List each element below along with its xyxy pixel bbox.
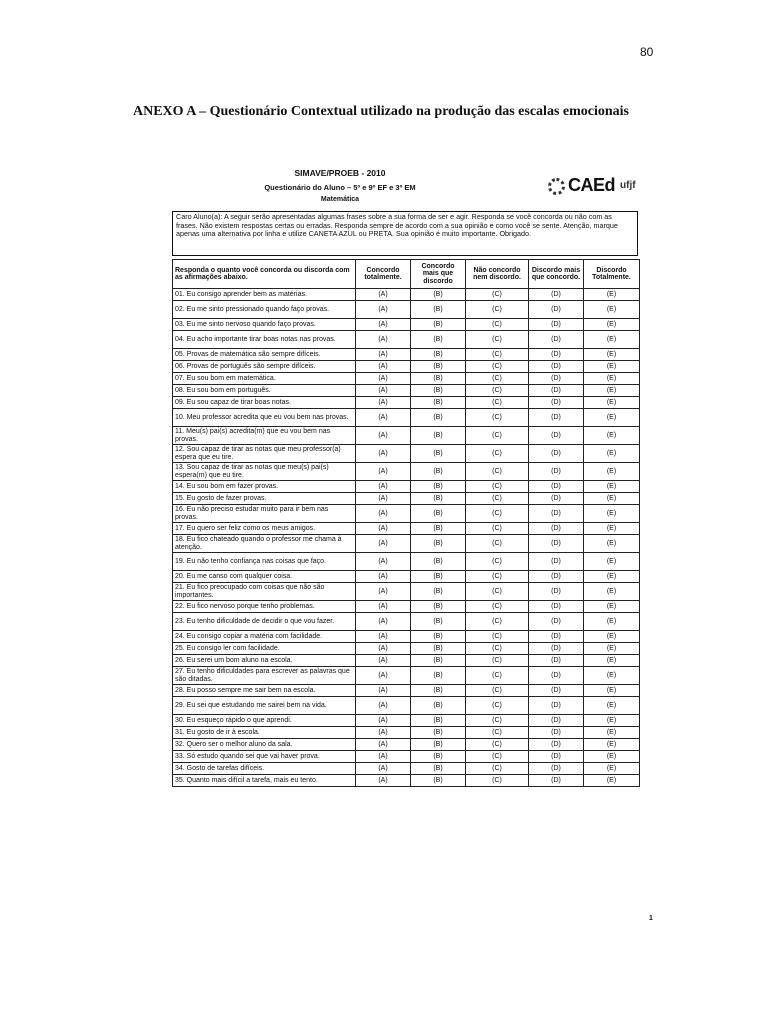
table-row	[173, 445, 640, 463]
logo-ring-icon	[548, 178, 565, 195]
header-option-a: Concordo totalmente.	[356, 260, 411, 289]
statement-cell: 09. Eu sou capaz de tirar boas notas.	[173, 397, 356, 409]
statement-cell: 35. Quanto mais difícil a tarefa, mais eu tento.	[173, 775, 356, 787]
statement-cell: 32. Quero ser o melhor aluno da sala.	[173, 739, 356, 751]
option-e-cell[interactable]: (E)	[584, 319, 640, 331]
option-d-cell[interactable]: (D)	[529, 751, 584, 763]
statement-cell: 01. Eu consigo aprender bem as matérias.	[173, 289, 356, 301]
option-c-cell[interactable]: (C)	[466, 667, 529, 685]
statement-cell: 03. Eu me sinto nervoso quando faço provas.	[173, 319, 356, 331]
statement-cell: 15. Eu gosto de fazer provas.	[173, 493, 356, 505]
option-c-cell[interactable]: (C)	[466, 751, 529, 763]
table-row	[173, 667, 640, 685]
option-a-cell[interactable]: (A)	[356, 631, 411, 643]
option-e-cell[interactable]: (E)	[584, 505, 640, 523]
option-e-cell[interactable]: (E)	[584, 763, 640, 775]
statement-cell: 19. Eu não tenho confiança nas coisas que faço.	[173, 553, 356, 571]
option-d-cell[interactable]: (D)	[529, 397, 584, 409]
statement-cell: 04. Eu acho importante tirar boas notas nas provas.	[173, 331, 356, 349]
option-d-cell[interactable]: (D)	[529, 553, 584, 571]
table-row	[173, 715, 640, 727]
table-row	[173, 289, 640, 301]
option-d-cell[interactable]: (D)	[529, 361, 584, 373]
statement-cell: 07. Eu sou bom em matemática.	[173, 373, 356, 385]
statement-cell: 10. Meu professor acredita que eu vou bem nas provas.	[173, 409, 356, 427]
option-b-cell[interactable]: (B)	[411, 319, 466, 331]
option-d-cell[interactable]: (D)	[529, 505, 584, 523]
option-d-cell[interactable]: (D)	[529, 601, 584, 613]
option-b-cell[interactable]: (B)	[411, 523, 466, 535]
option-c-cell[interactable]: (C)	[466, 697, 529, 715]
option-a-cell[interactable]: (A)	[356, 385, 411, 397]
option-b-cell[interactable]: (B)	[411, 751, 466, 763]
statement-cell: 31. Eu gosto de ir à escola.	[173, 727, 356, 739]
option-e-cell[interactable]: (E)	[584, 553, 640, 571]
table-row	[173, 505, 640, 523]
option-e-cell[interactable]: (E)	[584, 631, 640, 643]
option-d-cell[interactable]: (D)	[529, 349, 584, 361]
option-c-cell[interactable]: (C)	[466, 493, 529, 505]
option-b-cell[interactable]: (B)	[411, 349, 466, 361]
table-row	[173, 775, 640, 787]
statement-cell: 20. Eu me canso com qualquer coisa.	[173, 571, 356, 583]
table-row	[173, 301, 640, 319]
table-row	[173, 553, 640, 571]
statement-cell: 24. Eu consigo copiar a matéria com facilidade.	[173, 631, 356, 643]
option-d-cell[interactable]: (D)	[529, 739, 584, 751]
option-b-cell[interactable]: (B)	[411, 763, 466, 775]
option-b-cell[interactable]: (B)	[411, 301, 466, 319]
option-b-cell[interactable]: (B)	[411, 289, 466, 301]
option-c-cell[interactable]: (C)	[466, 715, 529, 727]
page-number: 80	[640, 45, 654, 59]
option-c-cell[interactable]: (C)	[466, 739, 529, 751]
option-c-cell[interactable]: (C)	[466, 763, 529, 775]
option-c-cell[interactable]: (C)	[466, 535, 529, 553]
table-row	[173, 583, 640, 601]
option-a-cell[interactable]: (A)	[356, 427, 411, 445]
statement-cell: 14. Eu sou bom em fazer provas.	[173, 481, 356, 493]
option-b-cell[interactable]: (B)	[411, 697, 466, 715]
option-e-cell[interactable]: (E)	[584, 373, 640, 385]
option-e-cell[interactable]: (E)	[584, 655, 640, 667]
option-a-cell[interactable]: (A)	[356, 319, 411, 331]
option-d-cell[interactable]: (D)	[529, 409, 584, 427]
option-b-cell[interactable]: (B)	[411, 535, 466, 553]
option-e-cell[interactable]: (E)	[584, 715, 640, 727]
option-d-cell[interactable]: (D)	[529, 583, 584, 601]
option-c-cell[interactable]: (C)	[466, 583, 529, 601]
statement-cell: 13. Sou capaz de tirar as notas que meu(s) pai(s) espera(m) que eu tire.	[173, 463, 356, 481]
option-e-cell[interactable]: (E)	[584, 667, 640, 685]
option-c-cell[interactable]: (C)	[466, 601, 529, 613]
option-e-cell[interactable]: (E)	[584, 523, 640, 535]
option-e-cell[interactable]: (E)	[584, 361, 640, 373]
option-c-cell[interactable]: (C)	[466, 523, 529, 535]
option-e-cell[interactable]: (E)	[584, 685, 640, 697]
option-a-cell[interactable]: (A)	[356, 697, 411, 715]
option-b-cell[interactable]: (B)	[411, 397, 466, 409]
option-e-cell[interactable]: (E)	[584, 445, 640, 463]
table-row	[173, 739, 640, 751]
table-row	[173, 319, 640, 331]
option-c-cell[interactable]: (C)	[466, 319, 529, 331]
table-row	[173, 331, 640, 349]
table-row	[173, 601, 640, 613]
option-d-cell[interactable]: (D)	[529, 643, 584, 655]
table-row	[173, 751, 640, 763]
option-e-cell[interactable]: (E)	[584, 697, 640, 715]
option-a-cell[interactable]: (A)	[356, 553, 411, 571]
option-c-cell[interactable]: (C)	[466, 445, 529, 463]
option-c-cell[interactable]: (C)	[466, 685, 529, 697]
option-a-cell[interactable]: (A)	[356, 685, 411, 697]
table-row	[173, 409, 640, 427]
option-e-cell[interactable]: (E)	[584, 601, 640, 613]
logo-text: CAEd	[568, 175, 615, 195]
option-d-cell[interactable]: (D)	[529, 613, 584, 631]
statement-cell: 11. Meu(s) pai(s) acredita(m) que eu vou bem nas provas.	[173, 427, 356, 445]
statement-cell: 06. Provas de português são sempre difíceis.	[173, 361, 356, 373]
option-d-cell[interactable]: (D)	[529, 445, 584, 463]
statement-cell: 28. Eu posso sempre me sair bem na escola.	[173, 685, 356, 697]
option-d-cell[interactable]: (D)	[529, 301, 584, 319]
statement-cell: 33. Só estudo quando sei que vai haver prova.	[173, 751, 356, 763]
table-row	[173, 481, 640, 493]
option-a-cell[interactable]: (A)	[356, 349, 411, 361]
option-c-cell[interactable]: (C)	[466, 373, 529, 385]
option-c-cell[interactable]: (C)	[466, 775, 529, 787]
questionnaire-table	[172, 259, 640, 787]
table-row	[173, 571, 640, 583]
option-e-cell[interactable]: (E)	[584, 739, 640, 751]
option-e-cell[interactable]: (E)	[584, 535, 640, 553]
table-body	[173, 289, 640, 787]
option-e-cell[interactable]: (E)	[584, 751, 640, 763]
option-e-cell[interactable]: (E)	[584, 385, 640, 397]
option-d-cell[interactable]: (D)	[529, 655, 584, 667]
header-option-c: Não concordo nem discordo.	[466, 260, 529, 289]
statement-cell: 29. Eu sei que estudando me sairei bem na vida.	[173, 697, 356, 715]
option-e-cell[interactable]: (E)	[584, 613, 640, 631]
option-e-cell[interactable]: (E)	[584, 349, 640, 361]
option-d-cell[interactable]: (D)	[529, 493, 584, 505]
annex-title: ANEXO A – Questionário Contextual utilizado na produção das escalas emocionais	[133, 104, 630, 119]
option-d-cell[interactable]: (D)	[529, 373, 584, 385]
table-row	[173, 385, 640, 397]
option-d-cell[interactable]: (D)	[529, 535, 584, 553]
option-b-cell[interactable]: (B)	[411, 409, 466, 427]
table-row	[173, 535, 640, 553]
option-b-cell[interactable]: (B)	[411, 361, 466, 373]
option-b-cell[interactable]: (B)	[411, 373, 466, 385]
table-row	[173, 493, 640, 505]
table-row	[173, 373, 640, 385]
table-row	[173, 427, 640, 445]
option-b-cell[interactable]: (B)	[411, 655, 466, 667]
option-b-cell[interactable]: (B)	[411, 331, 466, 349]
statement-cell: 27. Eu tenho dificuldades para escrever as palavras que são ditadas.	[173, 667, 356, 685]
option-c-cell[interactable]: (C)	[466, 631, 529, 643]
option-e-cell[interactable]: (E)	[584, 493, 640, 505]
option-b-cell[interactable]: (B)	[411, 643, 466, 655]
statement-cell: 08. Eu sou bom em português.	[173, 385, 356, 397]
option-d-cell[interactable]: (D)	[529, 427, 584, 445]
option-a-cell[interactable]: (A)	[356, 535, 411, 553]
option-c-cell[interactable]: (C)	[466, 397, 529, 409]
table-header-row	[173, 260, 640, 289]
option-b-cell[interactable]: (B)	[411, 583, 466, 601]
option-c-cell[interactable]: (C)	[466, 613, 529, 631]
option-d-cell[interactable]: (D)	[529, 697, 584, 715]
option-b-cell[interactable]: (B)	[411, 571, 466, 583]
exam-title: SIMAVE/PROEB - 2010	[294, 168, 386, 178]
statement-cell: 05. Provas de matemática são sempre difíceis.	[173, 349, 356, 361]
table-row	[173, 397, 640, 409]
option-b-cell[interactable]: (B)	[411, 493, 466, 505]
option-a-cell[interactable]: (A)	[356, 751, 411, 763]
option-e-cell[interactable]: (E)	[584, 571, 640, 583]
option-b-cell[interactable]: (B)	[411, 385, 466, 397]
statement-cell: 12. Sou capaz de tirar as notas que meu professor(a) espera que eu tire.	[173, 445, 356, 463]
option-a-cell[interactable]: (A)	[356, 361, 411, 373]
option-b-cell[interactable]: (B)	[411, 739, 466, 751]
option-b-cell[interactable]: (B)	[411, 445, 466, 463]
statement-cell: 26. Eu serei um bom aluno na escola.	[173, 655, 356, 667]
statement-cell: 18. Eu fico chateado quando o professor me chama à atenção.	[173, 535, 356, 553]
option-a-cell[interactable]: (A)	[356, 481, 411, 493]
table-row	[173, 631, 640, 643]
option-a-cell[interactable]: (A)	[356, 523, 411, 535]
statement-cell: 02. Eu me sinto pressionado quando faço provas.	[173, 301, 356, 319]
option-c-cell[interactable]: (C)	[466, 331, 529, 349]
option-a-cell[interactable]: (A)	[356, 373, 411, 385]
option-d-cell[interactable]: (D)	[529, 727, 584, 739]
table-row	[173, 697, 640, 715]
option-c-cell[interactable]: (C)	[466, 553, 529, 571]
option-d-cell[interactable]: (D)	[529, 775, 584, 787]
option-b-cell[interactable]: (B)	[411, 715, 466, 727]
option-b-cell[interactable]: (B)	[411, 727, 466, 739]
option-c-cell[interactable]: (C)	[466, 427, 529, 445]
option-a-cell[interactable]: (A)	[356, 505, 411, 523]
table-row	[173, 613, 640, 631]
questionnaire-subtitle: Questionário do Aluno – 5º e 9º EF e 3º EM	[264, 183, 416, 192]
option-c-cell[interactable]: (C)	[466, 643, 529, 655]
option-d-cell[interactable]: (D)	[529, 715, 584, 727]
option-d-cell[interactable]: (D)	[529, 667, 584, 685]
option-c-cell[interactable]: (C)	[466, 289, 529, 301]
option-b-cell[interactable]: (B)	[411, 481, 466, 493]
statement-cell: 34. Gosto de tarefas difíceis.	[173, 763, 356, 775]
option-a-cell[interactable]: (A)	[356, 727, 411, 739]
option-b-cell[interactable]: (B)	[411, 631, 466, 643]
option-a-cell[interactable]: (A)	[356, 463, 411, 481]
option-e-cell[interactable]: (E)	[584, 643, 640, 655]
option-e-cell[interactable]: (E)	[584, 409, 640, 427]
option-a-cell[interactable]: (A)	[356, 601, 411, 613]
option-d-cell[interactable]: (D)	[529, 685, 584, 697]
option-d-cell[interactable]: (D)	[529, 289, 584, 301]
option-b-cell[interactable]: (B)	[411, 463, 466, 481]
option-d-cell[interactable]: (D)	[529, 763, 584, 775]
option-e-cell[interactable]: (E)	[584, 463, 640, 481]
option-a-cell[interactable]: (A)	[356, 289, 411, 301]
option-e-cell[interactable]: (E)	[584, 775, 640, 787]
option-b-cell[interactable]: (B)	[411, 553, 466, 571]
header-option-e: Discordo Totalmente.	[584, 260, 640, 289]
option-e-cell[interactable]: (E)	[584, 397, 640, 409]
option-d-cell[interactable]: (D)	[529, 571, 584, 583]
option-c-cell[interactable]: (C)	[466, 727, 529, 739]
subject-label: Matemática	[320, 196, 360, 203]
option-a-cell[interactable]: (A)	[356, 667, 411, 685]
option-d-cell[interactable]: (D)	[529, 385, 584, 397]
option-e-cell[interactable]: (E)	[584, 427, 640, 445]
questionnaire-header	[170, 168, 642, 208]
option-a-cell[interactable]: (A)	[356, 763, 411, 775]
option-c-cell[interactable]: (C)	[466, 349, 529, 361]
table-row	[173, 361, 640, 373]
footer-mark: 1	[649, 915, 653, 922]
option-b-cell[interactable]: (B)	[411, 613, 466, 631]
option-b-cell[interactable]: (B)	[411, 667, 466, 685]
option-c-cell[interactable]: (C)	[466, 361, 529, 373]
option-a-cell[interactable]: (A)	[356, 445, 411, 463]
option-e-cell[interactable]: (E)	[584, 301, 640, 319]
option-d-cell[interactable]: (D)	[529, 463, 584, 481]
option-a-cell[interactable]: (A)	[356, 301, 411, 319]
option-b-cell[interactable]: (B)	[411, 775, 466, 787]
caed-logo	[548, 177, 648, 199]
option-a-cell[interactable]: (A)	[356, 493, 411, 505]
option-d-cell[interactable]: (D)	[529, 331, 584, 349]
statement-cell: 17. Eu quero ser feliz como os meus amigos.	[173, 523, 356, 535]
option-e-cell[interactable]: (E)	[584, 481, 640, 493]
header-option-d: Discordo mais que concordo.	[529, 260, 584, 289]
option-c-cell[interactable]: (C)	[466, 481, 529, 493]
option-e-cell[interactable]: (E)	[584, 331, 640, 349]
option-c-cell[interactable]: (C)	[466, 385, 529, 397]
option-d-cell[interactable]: (D)	[529, 523, 584, 535]
option-a-cell[interactable]: (A)	[356, 775, 411, 787]
option-c-cell[interactable]: (C)	[466, 301, 529, 319]
option-e-cell[interactable]: (E)	[584, 727, 640, 739]
instructions-box: Caro Aluno(a): A seguir serão apresentadas algumas frases sobre a sua forma de ser e agir. Responda se você concorda ou não com as frases. Não existem respostas certas ou erradas. Responda sempre de acordo com a sua opinião e como você se sente. Atenção, marque apenas uma alternativa por linha e utilize CANETA AZUL ou PRETA. Sua opinião é muito importante. Obrigado.	[172, 211, 638, 256]
option-a-cell[interactable]: (A)	[356, 397, 411, 409]
option-b-cell[interactable]: (B)	[411, 505, 466, 523]
statement-cell: 16. Eu não preciso estudar muito para ir bem nas provas.	[173, 505, 356, 523]
option-b-cell[interactable]: (B)	[411, 427, 466, 445]
option-a-cell[interactable]: (A)	[356, 655, 411, 667]
option-c-cell[interactable]: (C)	[466, 571, 529, 583]
ufjf-mark: ufjf	[620, 180, 636, 191]
option-d-cell[interactable]: (D)	[529, 319, 584, 331]
option-b-cell[interactable]: (B)	[411, 601, 466, 613]
table-row	[173, 655, 640, 667]
statement-cell: 21. Eu fico preocupado com coisas que não são importantes.	[173, 583, 356, 601]
header-statement: Responda o quanto você concorda ou discorda com as afirmações abaixo.	[173, 260, 356, 289]
option-a-cell[interactable]: (A)	[356, 583, 411, 601]
table-row	[173, 727, 640, 739]
option-e-cell[interactable]: (E)	[584, 289, 640, 301]
option-d-cell[interactable]: (D)	[529, 631, 584, 643]
statement-cell: 22. Eu fico nervoso porque tenho problemas.	[173, 601, 356, 613]
option-c-cell[interactable]: (C)	[466, 463, 529, 481]
statement-cell: 25. Eu consigo ler com facilidade.	[173, 643, 356, 655]
option-b-cell[interactable]: (B)	[411, 685, 466, 697]
statement-cell: 23. Eu tenho dificuldade de decidir o que vou fazer.	[173, 613, 356, 631]
table-row	[173, 463, 640, 481]
option-c-cell[interactable]: (C)	[466, 409, 529, 427]
header-option-b: Concordo mais que discordo	[411, 260, 466, 289]
option-a-cell[interactable]: (A)	[356, 739, 411, 751]
option-a-cell[interactable]: (A)	[356, 613, 411, 631]
option-a-cell[interactable]: (A)	[356, 715, 411, 727]
table-row	[173, 643, 640, 655]
option-c-cell[interactable]: (C)	[466, 505, 529, 523]
statement-cell: 30. Eu esqueço rápido o que aprendi.	[173, 715, 356, 727]
option-a-cell[interactable]: (A)	[356, 331, 411, 349]
option-a-cell[interactable]: (A)	[356, 409, 411, 427]
option-c-cell[interactable]: (C)	[466, 655, 529, 667]
option-e-cell[interactable]: (E)	[584, 583, 640, 601]
table-row	[173, 349, 640, 361]
option-d-cell[interactable]: (D)	[529, 481, 584, 493]
table-row	[173, 523, 640, 535]
table-row	[173, 685, 640, 697]
option-a-cell[interactable]: (A)	[356, 571, 411, 583]
option-a-cell[interactable]: (A)	[356, 643, 411, 655]
table-row	[173, 763, 640, 775]
